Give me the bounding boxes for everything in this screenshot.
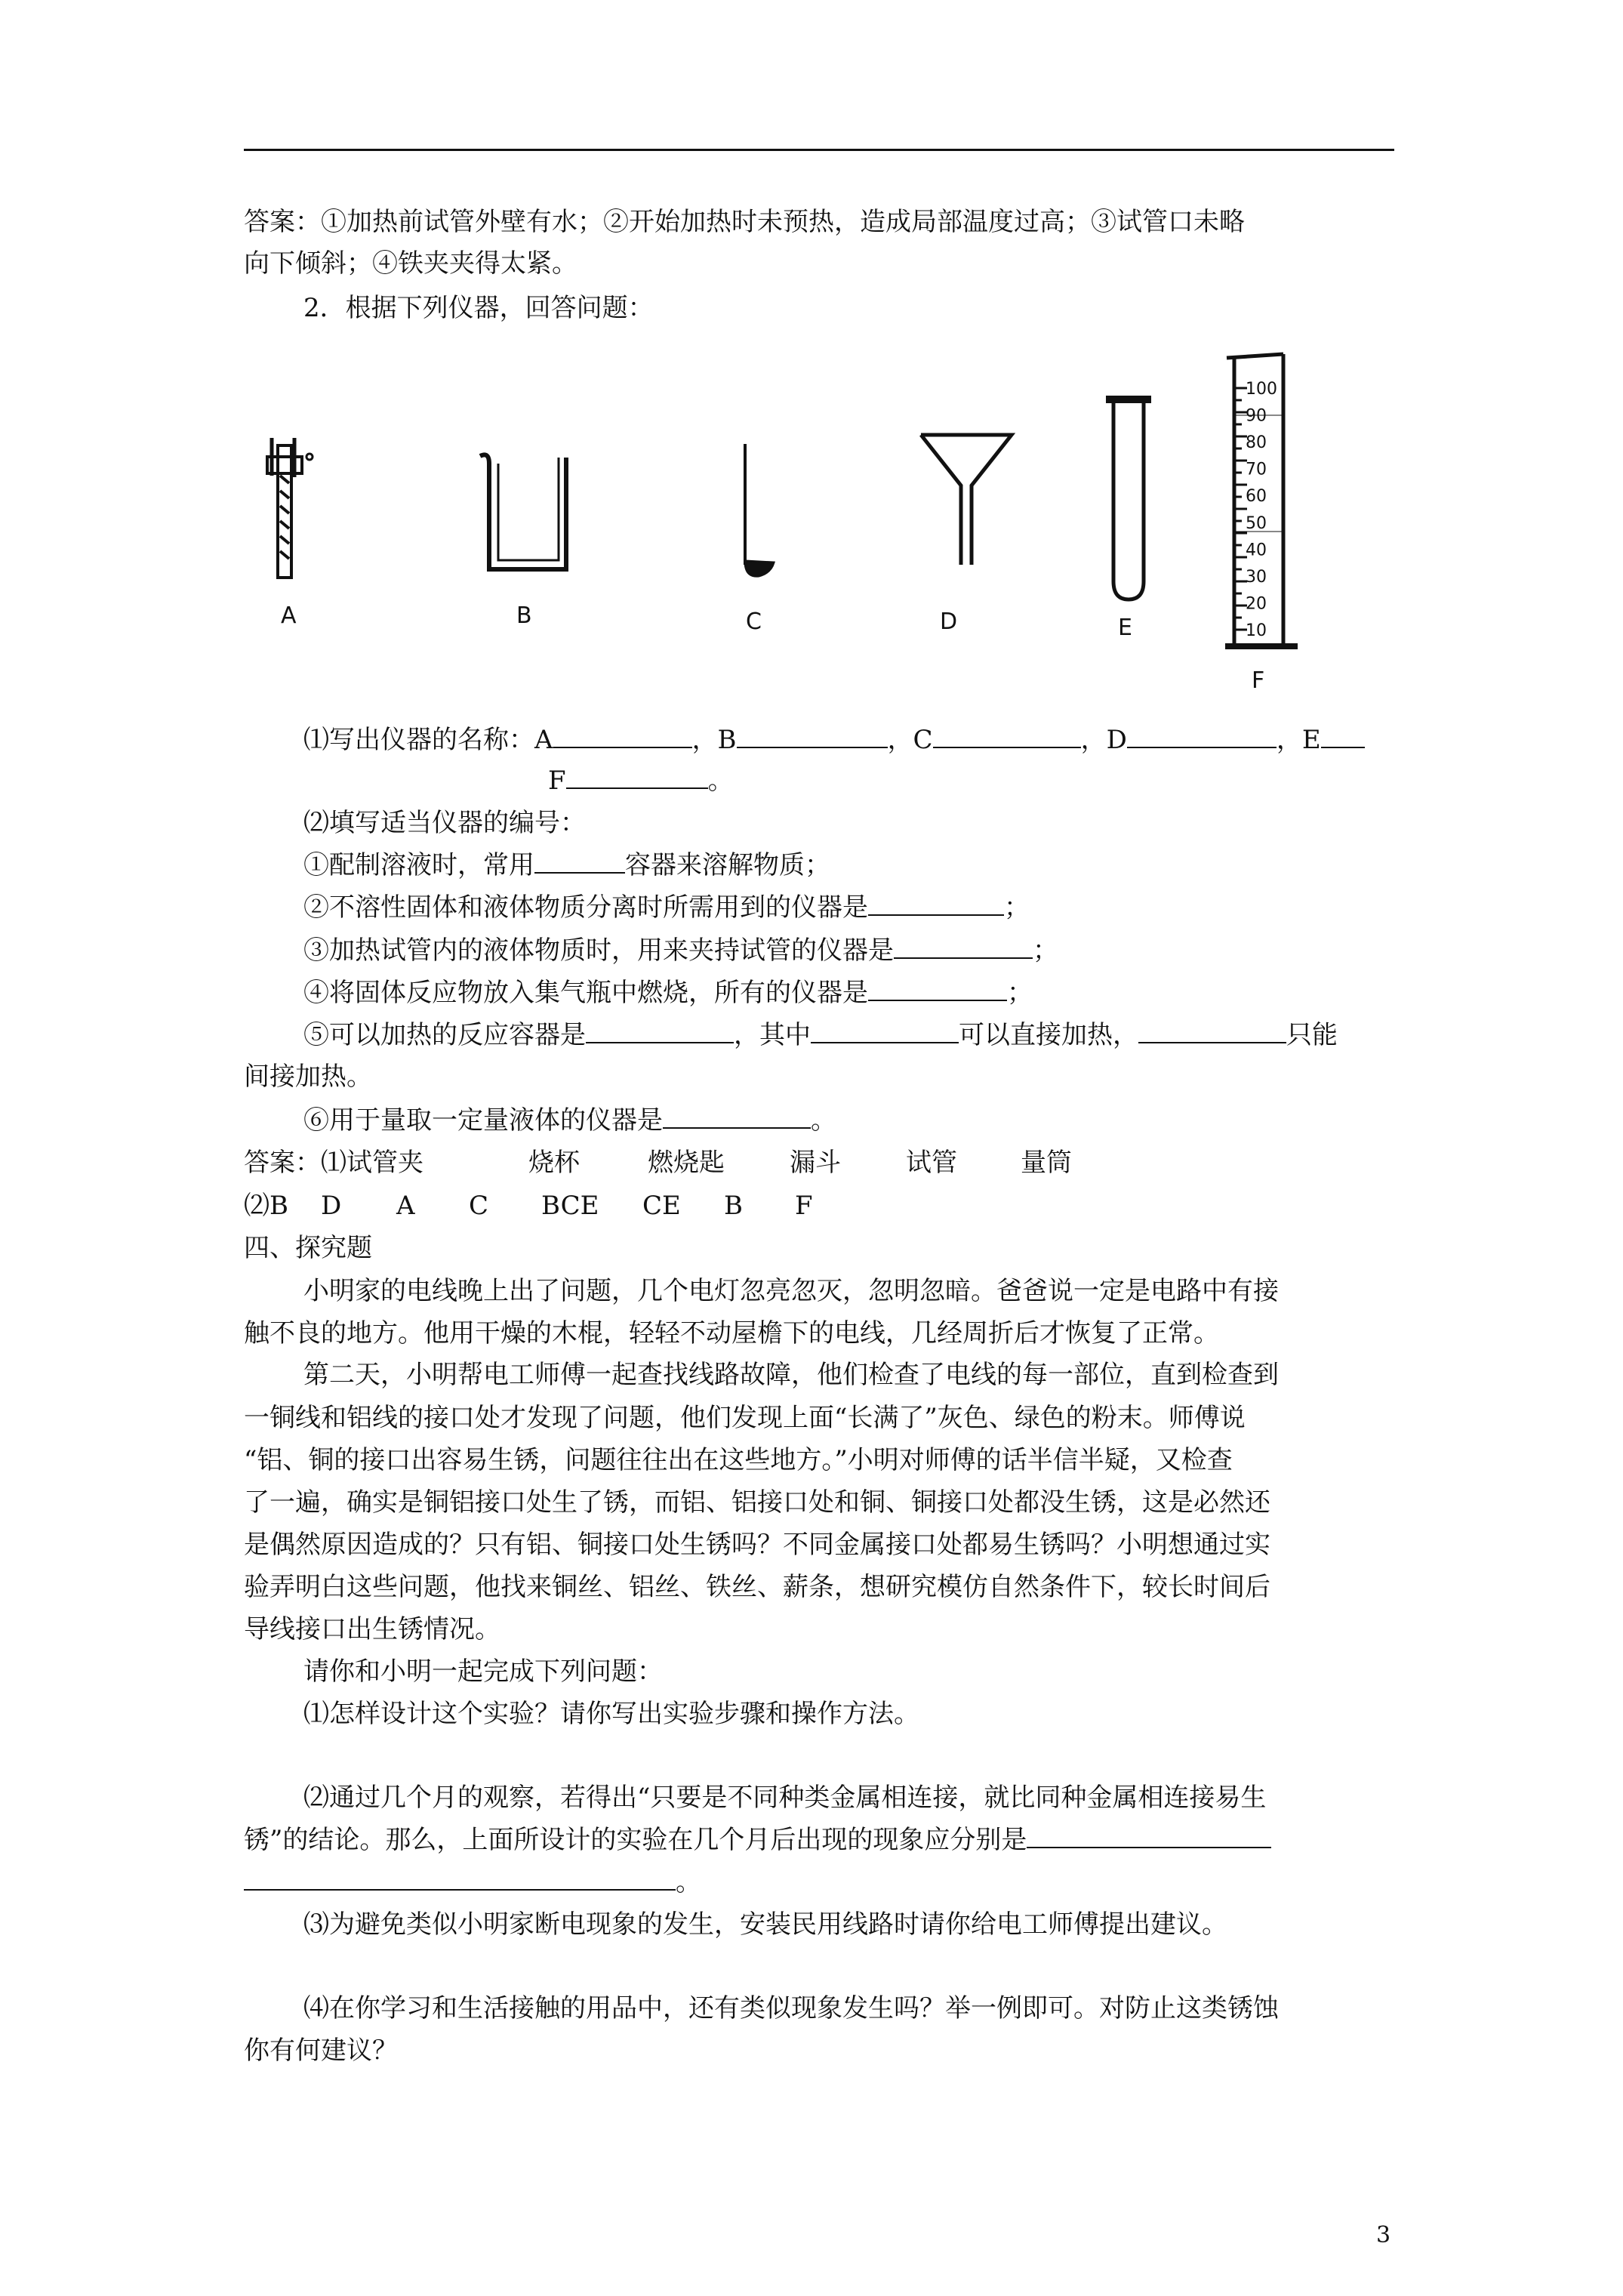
investigation-q3: ⑶为避免类似小明家断电现象的发生，安装民用线路时请你给电工师傅提出建议。 xyxy=(303,1909,1227,1940)
para1-line1: 小明家的电线晚上出了问题，几个电灯忽亮忽灭，忽明忽暗。爸爸说一定是电路中有接 xyxy=(303,1276,1279,1306)
item-5: ⑤可以加热的反应容器是 ，其中 可以直接加热， 只能 xyxy=(303,1020,1338,1050)
header-rule xyxy=(244,149,1394,151)
sub2-title: ⑵填写适当仪器的编号： xyxy=(303,808,586,838)
para2-line2: 一铜线和铝线的接口处才发现了问题，他们发现上面“长满了”灰色、绿色的粉末。师傅说 xyxy=(244,1403,1246,1433)
blank-item-5a[interactable] xyxy=(586,1019,734,1043)
beaker-icon xyxy=(474,448,580,577)
blank-b[interactable] xyxy=(737,724,888,748)
sub1-line-f: F 。 xyxy=(548,766,734,796)
item-3: ③加热试管内的液体物质时，用来夹持试管的仪器是 ； xyxy=(303,935,1058,966)
label-a: A xyxy=(281,603,297,629)
test-tube-holder-icon xyxy=(257,430,317,581)
blank-item-6[interactable] xyxy=(663,1105,811,1129)
blank-item-2[interactable] xyxy=(868,892,1004,916)
combustion-spoon-icon xyxy=(736,440,781,584)
para2-line4: 了一遍，确实是铜铝接口处生了锈，而铝、铝接口处和铜、铜接口处都没生锈，这是必然还 xyxy=(244,1487,1270,1518)
label-c: C xyxy=(746,609,762,635)
answer-line-2: 向下倾斜；④铁夹夹得太紧。 xyxy=(244,248,577,279)
cylinder-tick-label: 70 xyxy=(1246,460,1267,479)
cylinder-tick-label: 30 xyxy=(1246,567,1267,587)
cylinder-tick-label: 60 xyxy=(1246,487,1267,507)
sub1-line: ⑴写出仪器的名称：A ，B ，C ，D ，E xyxy=(303,723,1365,757)
blank-item-1[interactable] xyxy=(534,849,625,874)
cylinder-tick-label: 10 xyxy=(1246,621,1267,640)
page-number: 3 xyxy=(1376,2222,1391,2248)
cylinder-tick-label: 50 xyxy=(1246,513,1267,533)
label-b: B xyxy=(516,603,532,629)
item-2: ②不溶性固体和液体物质分离时所需用到的仪器是 ； xyxy=(303,892,1030,923)
test-tube-icon xyxy=(1106,394,1159,606)
blank-a[interactable] xyxy=(553,724,692,748)
investigation-q4-line1: ⑷在你学习和生活接触的用品中，还有类似现象发生吗？举一例即可。对防止这类锈蚀 xyxy=(303,1993,1279,2023)
blank-d[interactable] xyxy=(1127,724,1277,748)
label-e: E xyxy=(1118,615,1132,641)
label-d: D xyxy=(940,609,958,635)
para2-line3: “铝、铜的接口出容易生锈，问题往往出在这些地方。”小明对师傅的话半信半疑，又检查 xyxy=(244,1445,1233,1475)
investigation-q2-line3: 。 xyxy=(244,1866,701,1899)
para1-line2: 触不良的地方。他用干燥的木棍，轻轻不动屋檐下的电线，几经周折后才恢复了正常。 xyxy=(244,1318,1219,1348)
answer2-line-2: ⑵B D A C BCE CE B F xyxy=(244,1191,813,1221)
item-6: ⑥用于量取一定量液体的仪器是 。 xyxy=(303,1105,836,1136)
cylinder-tick-label: 40 xyxy=(1246,541,1267,560)
investigation-q2-line1: ⑵通过几个月的观察，若得出“只要是不同种类金属相连接，就比同种金属相连接易生 xyxy=(303,1783,1267,1813)
blank-item-3[interactable] xyxy=(894,935,1033,959)
item-1: ①配制溶液时，常用 容器来溶解物质； xyxy=(303,850,830,880)
para2-line7: 导线接口出生锈情况。 xyxy=(244,1614,500,1644)
cylinder-tick-label: 90 xyxy=(1246,406,1267,426)
funnel-icon xyxy=(917,429,1015,572)
cylinder-tick-label: 20 xyxy=(1246,594,1267,614)
item-4: ④将固体反应物放入集气瓶中燃烧，所有的仪器是 ； xyxy=(303,978,1033,1008)
blank-item-5b[interactable] xyxy=(811,1019,959,1043)
question-2-title: 2．根据下列仪器，回答问题： xyxy=(303,293,654,323)
blank-item-5c[interactable] xyxy=(1138,1019,1286,1043)
para2-line5: 是偶然原因造成的？只有铝、铜接口处生锈吗？不同金属接口处都易生锈吗？小明想通过实 xyxy=(244,1530,1270,1560)
para2-line1: 第二天，小明帮电工师傅一起查找线路故障，他们检查了电线的每一部位，直到检查到 xyxy=(303,1360,1279,1390)
blank-q2-a[interactable] xyxy=(1027,1824,1271,1848)
cylinder-tick-label: 80 xyxy=(1246,433,1267,453)
investigation-q4-line2: 你有何建议？ xyxy=(244,2036,398,2066)
investigation-q2-line2: 锈”的结论。那么，上面所设计的实验在几个月后出现的现象应分别是 xyxy=(244,1823,1271,1857)
blank-q2-b[interactable] xyxy=(244,1866,676,1891)
blank-item-4[interactable] xyxy=(868,977,1007,1001)
item-5-cont: 间接加热。 xyxy=(244,1062,372,1092)
label-f: F xyxy=(1252,667,1265,694)
graduated-cylinder-icon xyxy=(1223,350,1306,652)
investigation-q1: ⑴怎样设计这个实验？请你写出实验步骤和操作方法。 xyxy=(303,1699,919,1729)
cylinder-tick-label: 100 xyxy=(1246,380,1277,399)
answer2-line-1: 答案：⑴试管夹 烧杯 燃烧匙 漏斗 试管 量筒 xyxy=(244,1148,1072,1178)
answer-line-1: 答案：①加热前试管外壁有水；②开始加热时未预热，造成局部温度过高；③试管口未略 xyxy=(244,207,1245,237)
blank-e[interactable] xyxy=(1321,724,1365,748)
section-4-heading: 四、探究题 xyxy=(244,1233,372,1263)
blank-f[interactable] xyxy=(566,765,708,789)
para2-line6: 验弄明白这些问题，他找来铜丝、铝丝、铁丝、薪条，想研究模仿自然条件下，较长时间后 xyxy=(244,1572,1270,1602)
blank-c[interactable] xyxy=(933,724,1081,748)
para3: 请你和小明一起完成下列问题： xyxy=(303,1657,663,1687)
